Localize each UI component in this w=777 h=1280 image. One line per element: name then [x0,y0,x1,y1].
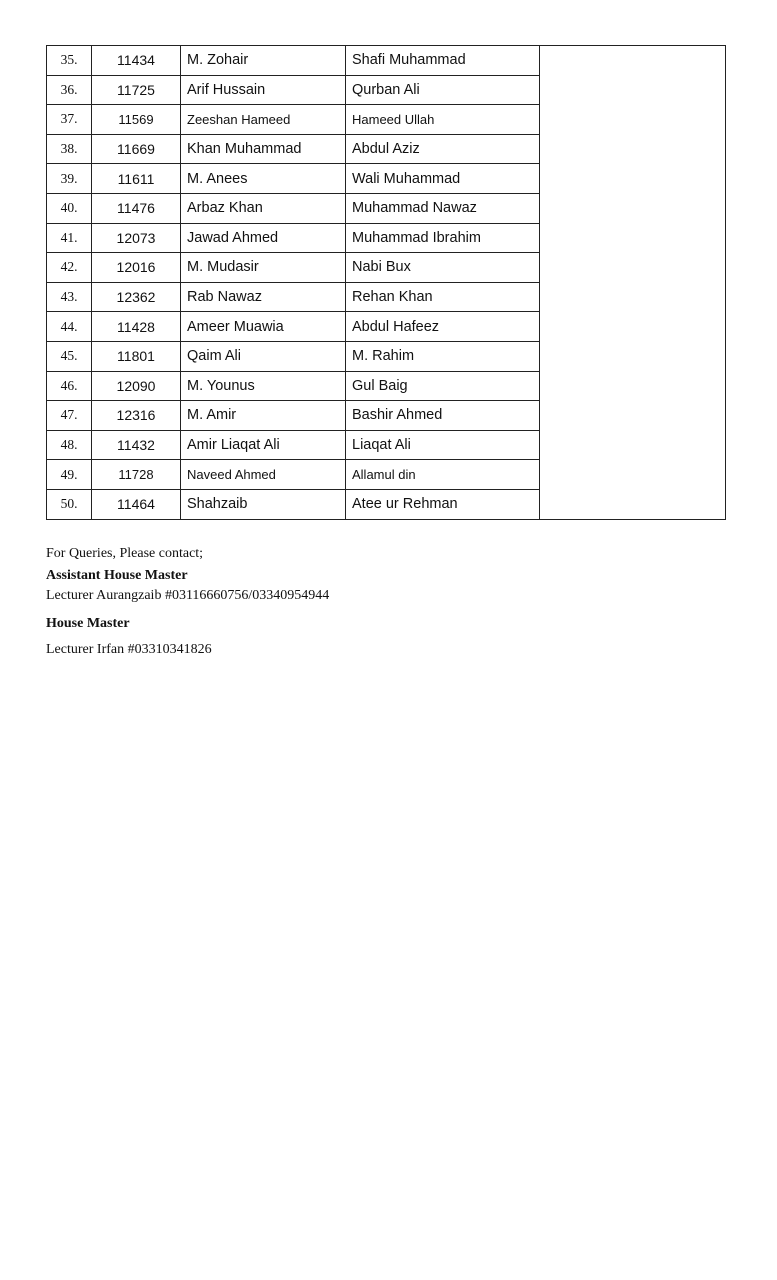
student-name-cell: M. Younus [181,371,346,401]
father-name-cell: Shafi Muhammad [346,46,540,76]
student-roster-table [46,45,726,520]
student-id-cell: 11801 [92,341,181,371]
student-name-cell: M. Anees [181,164,346,194]
serial-number-cell: 50. [47,489,92,519]
student-name-cell: Khan Muhammad [181,134,346,164]
father-name-cell: Gul Baig [346,371,540,401]
assistant-house-master-title: Assistant House Master [46,568,188,583]
serial-number-cell: 39. [47,164,92,194]
serial-number-cell: 43. [47,282,92,312]
house-master-title: House Master [46,616,130,631]
father-name-cell: Nabi Bux [346,253,540,283]
student-id-cell: 11432 [92,430,181,460]
father-name-cell: Hameed Ullah [346,105,540,135]
serial-number-cell: 49. [47,460,92,490]
serial-number-cell: 36. [47,75,92,105]
father-name-cell: Abdul Hafeez [346,312,540,342]
student-id-cell: 11725 [92,75,181,105]
father-name-cell: Qurban Ali [346,75,540,105]
father-name-cell: Muhammad Nawaz [346,193,540,223]
remarks-cell [540,46,726,520]
contact-section [46,544,329,660]
roster-body [47,46,726,520]
student-id-cell: 11428 [92,312,181,342]
student-id-cell: 11434 [92,46,181,76]
student-name-cell: Amir Liaqat Ali [181,430,346,460]
student-name-cell: Ameer Muawia [181,312,346,342]
house-master-detail: Lecturer Irfan #03310341826 [46,642,212,657]
serial-number-cell: 45. [47,341,92,371]
student-name-cell: Naveed Ahmed [181,460,346,490]
student-name-cell: M. Amir [181,401,346,431]
father-name-cell: Atee ur Rehman [346,489,540,519]
student-name-cell: M. Zohair [181,46,346,76]
serial-number-cell: 37. [47,105,92,135]
student-name-cell: M. Mudasir [181,253,346,283]
student-name-cell: Qaim Ali [181,341,346,371]
student-name-cell: Arif Hussain [181,75,346,105]
serial-number-cell: 47. [47,401,92,431]
serial-number-cell: 35. [47,46,92,76]
serial-number-cell: 42. [47,253,92,283]
serial-number-cell: 41. [47,223,92,253]
student-name-cell: Zeeshan Hameed [181,105,346,135]
student-id-cell: 11669 [92,134,181,164]
assistant-house-master-detail: Lecturer Aurangzaib #03116660756/03340954944 [46,588,330,603]
serial-number-cell: 48. [47,430,92,460]
serial-number-cell: 46. [47,371,92,401]
student-id-cell: 12073 [92,223,181,253]
student-name-cell: Jawad Ahmed [181,223,346,253]
serial-number-cell: 40. [47,193,92,223]
student-name-cell: Arbaz Khan [181,193,346,223]
student-id-cell: 11611 [92,164,181,194]
father-name-cell: Rehan Khan [346,282,540,312]
contact-intro: For Queries, Please contact; [46,546,204,561]
father-name-cell: Liaqat Ali [346,430,540,460]
father-name-cell: Abdul Aziz [346,134,540,164]
father-name-cell: M. Rahim [346,341,540,371]
student-name-cell: Shahzaib [181,489,346,519]
serial-number-cell: 38. [47,134,92,164]
student-id-cell: 12090 [92,371,181,401]
serial-number-cell: 44. [47,312,92,342]
student-id-cell: 12016 [92,253,181,283]
table-row [47,46,726,76]
student-id-cell: 11464 [92,489,181,519]
student-id-cell: 11569 [92,105,181,135]
student-id-cell: 11476 [92,193,181,223]
father-name-cell: Bashir Ahmed [346,401,540,431]
student-name-cell: Rab Nawaz [181,282,346,312]
student-id-cell: 11728 [92,460,181,490]
student-id-cell: 12316 [92,401,181,431]
student-id-cell: 12362 [92,282,181,312]
father-name-cell: Allamul din [346,460,540,490]
father-name-cell: Muhammad Ibrahim [346,223,540,253]
father-name-cell: Wali Muhammad [346,164,540,194]
